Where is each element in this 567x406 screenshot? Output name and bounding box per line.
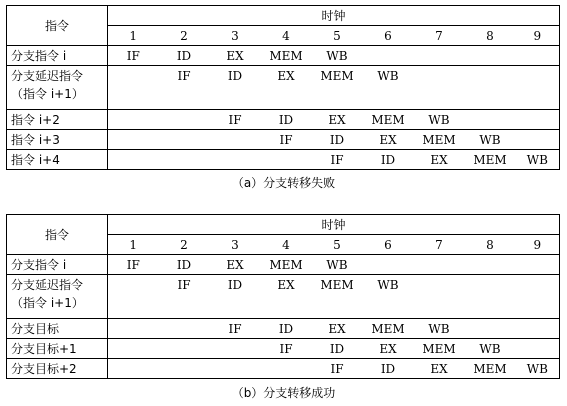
stage-cell [261, 359, 312, 379]
stage-cell: IF [159, 275, 210, 319]
row-label [7, 66, 108, 110]
clock-number: 3 [210, 235, 261, 255]
stage-cell: ID [159, 46, 210, 66]
stage-cell: IF [210, 110, 261, 130]
row-label: 分支指令 i [7, 46, 108, 66]
stage-cell: MEM [414, 339, 465, 359]
stage-cell [261, 150, 312, 170]
stage-cell: ID [210, 275, 261, 319]
stage-cell: WB [414, 110, 465, 130]
stage-cell: WB [363, 275, 414, 319]
stage-cell: EX [210, 255, 261, 275]
clock-number: 1 [108, 26, 159, 46]
stage-cell [363, 46, 414, 66]
stage-cell [516, 275, 560, 319]
stage-cell [108, 275, 159, 319]
stage-cell [108, 150, 159, 170]
stage-cell: ID [261, 110, 312, 130]
clock-number: 1 [108, 235, 159, 255]
clock-number: 7 [414, 26, 465, 46]
stage-cell: IF [210, 319, 261, 339]
clock-number: 3 [210, 26, 261, 46]
stage-cell: EX [312, 319, 363, 339]
stage-cell [159, 150, 210, 170]
stage-cell: WB [465, 339, 516, 359]
clock-number: 8 [465, 235, 516, 255]
stage-cell: MEM [414, 130, 465, 150]
stage-cell: ID [363, 359, 414, 379]
stage-cell: EX [261, 66, 312, 110]
stage-cell [516, 255, 560, 275]
table-row [7, 275, 560, 319]
stage-cell [159, 339, 210, 359]
clock-number: 5 [312, 26, 363, 46]
stage-cell: WB [516, 359, 560, 379]
stage-cell: WB [414, 319, 465, 339]
stage-cell: IF [159, 66, 210, 110]
clock-number: 4 [261, 26, 312, 46]
header-clock: 时钟 [108, 215, 560, 235]
stage-cell [108, 66, 159, 110]
table-row [7, 359, 560, 379]
stage-cell: WB [312, 255, 363, 275]
stage-cell [516, 339, 560, 359]
pipeline-table-b [6, 214, 560, 379]
row-label: 分支目标+1 [7, 339, 108, 359]
clock-number: 2 [159, 26, 210, 46]
row-label [7, 275, 108, 319]
stage-cell [159, 110, 210, 130]
table-row [7, 46, 560, 66]
row-label-line1: 分支延迟指令 [11, 69, 84, 83]
stage-cell: MEM [261, 255, 312, 275]
stage-cell: MEM [363, 110, 414, 130]
stage-cell: EX [363, 339, 414, 359]
clock-number: 6 [363, 235, 414, 255]
stage-cell: WB [312, 46, 363, 66]
stage-cell [516, 319, 560, 339]
stage-cell: EX [414, 359, 465, 379]
stage-cell: EX [210, 46, 261, 66]
stage-cell [108, 359, 159, 379]
row-label: 指令 i+3 [7, 130, 108, 150]
stage-cell: ID [312, 339, 363, 359]
stage-cell [465, 319, 516, 339]
table-row [7, 150, 560, 170]
stage-cell: IF [108, 46, 159, 66]
stage-cell [516, 110, 560, 130]
clock-number: 5 [312, 235, 363, 255]
clock-number: 4 [261, 235, 312, 255]
stage-cell: WB [363, 66, 414, 110]
stage-cell [210, 359, 261, 379]
clock-number: 9 [516, 235, 560, 255]
row-label: 分支目标 [7, 319, 108, 339]
row-label: 指令 i+4 [7, 150, 108, 170]
row-label-line1: 分支延迟指令 [11, 278, 84, 292]
stage-cell: EX [312, 110, 363, 130]
caption-b: （b）分支转移成功 [231, 386, 336, 400]
stage-cell [516, 46, 560, 66]
clock-number: 7 [414, 235, 465, 255]
table-row [7, 319, 560, 339]
stage-cell [414, 255, 465, 275]
stage-cell [414, 275, 465, 319]
row-label: 分支目标+2 [7, 359, 108, 379]
stage-cell: ID [159, 255, 210, 275]
clock-number: 6 [363, 26, 414, 46]
stage-cell [159, 359, 210, 379]
caption-a: （a）分支转移失败 [231, 176, 336, 190]
stage-cell [108, 130, 159, 150]
stage-cell: MEM [465, 359, 516, 379]
stage-cell: IF [312, 150, 363, 170]
table-row [7, 130, 560, 150]
stage-cell: WB [516, 150, 560, 170]
header-instruction: 指令 [7, 6, 108, 46]
header-clock: 时钟 [108, 6, 560, 26]
stage-cell [108, 319, 159, 339]
stage-cell [465, 275, 516, 319]
clock-number: 8 [465, 26, 516, 46]
stage-cell [465, 110, 516, 130]
clock-number: 2 [159, 235, 210, 255]
stage-cell [414, 66, 465, 110]
stage-cell: IF [261, 130, 312, 150]
stage-cell [363, 255, 414, 275]
stage-cell [159, 319, 210, 339]
stage-cell [465, 46, 516, 66]
stage-cell: MEM [312, 275, 363, 319]
stage-cell: ID [261, 319, 312, 339]
stage-cell: EX [363, 130, 414, 150]
table-row [7, 255, 560, 275]
stage-cell: IF [108, 255, 159, 275]
header-instruction: 指令 [7, 215, 108, 255]
stage-cell [159, 130, 210, 150]
stage-cell: EX [261, 275, 312, 319]
row-label-line2: （指令 i+1） [11, 296, 84, 310]
row-label: 分支指令 i [7, 255, 108, 275]
row-label-line2: （指令 i+1） [11, 87, 84, 101]
stage-cell [210, 339, 261, 359]
stage-cell: IF [261, 339, 312, 359]
pipeline-table-a [6, 5, 560, 170]
stage-cell: WB [465, 130, 516, 150]
stage-cell: IF [312, 359, 363, 379]
table-row [7, 66, 560, 110]
stage-cell [108, 110, 159, 130]
stage-cell [210, 130, 261, 150]
stage-cell: EX [414, 150, 465, 170]
stage-cell: MEM [312, 66, 363, 110]
stage-cell: MEM [363, 319, 414, 339]
stage-cell: ID [363, 150, 414, 170]
stage-cell: MEM [465, 150, 516, 170]
stage-cell [210, 150, 261, 170]
stage-cell [516, 66, 560, 110]
stage-cell: ID [210, 66, 261, 110]
row-label: 指令 i+2 [7, 110, 108, 130]
table-row [7, 339, 560, 359]
stage-cell: ID [312, 130, 363, 150]
table-row [7, 110, 560, 130]
stage-cell: MEM [261, 46, 312, 66]
stage-cell [108, 339, 159, 359]
stage-cell [465, 255, 516, 275]
stage-cell [465, 66, 516, 110]
stage-cell [414, 46, 465, 66]
clock-number: 9 [516, 26, 560, 46]
stage-cell [516, 130, 560, 150]
